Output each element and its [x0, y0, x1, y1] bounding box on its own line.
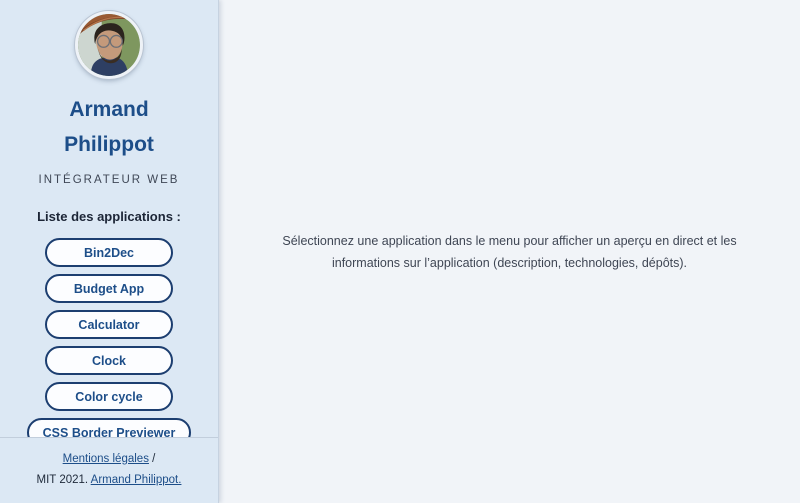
footer-slash: / — [152, 453, 156, 465]
avatar-photo — [78, 14, 140, 76]
app-button-color-cycle[interactable]: Color cycle — [45, 382, 173, 411]
placeholder-message: Sélectionnez une application dans le menu pour afficher un aperçu en direct et les informations sur l’application (description, technologies, dépôts). — [282, 233, 737, 270]
main-area — [219, 0, 800, 503]
license-text: MIT 2021. — [36, 474, 89, 486]
app-button-bin2dec[interactable]: Bin2Dec — [45, 238, 173, 267]
sidebar-footer — [0, 437, 218, 503]
app-button-css-border-previewer[interactable]: CSS Border Previewer — [27, 418, 192, 437]
avatar — [75, 11, 143, 79]
profile-name: Armand Philippot — [64, 98, 154, 156]
footer-line-license — [6, 470, 212, 491]
sidebar — [0, 0, 219, 503]
apps-heading: Liste des applications : — [37, 209, 181, 224]
profile-role: INTÉGRATEUR WEB — [38, 174, 180, 186]
apps-section — [0, 186, 218, 437]
app-button-budget-app[interactable]: Budget App — [45, 274, 173, 303]
profile-card — [0, 0, 218, 186]
apps-nav — [0, 238, 218, 437]
author-link[interactable]: Armand Philippot. — [90, 474, 182, 486]
footer-line-legal — [6, 449, 212, 470]
app-button-clock[interactable]: Clock — [45, 346, 173, 375]
app-button-calculator[interactable]: Calculator — [45, 310, 173, 339]
legal-link[interactable]: Mentions légales — [62, 453, 149, 465]
